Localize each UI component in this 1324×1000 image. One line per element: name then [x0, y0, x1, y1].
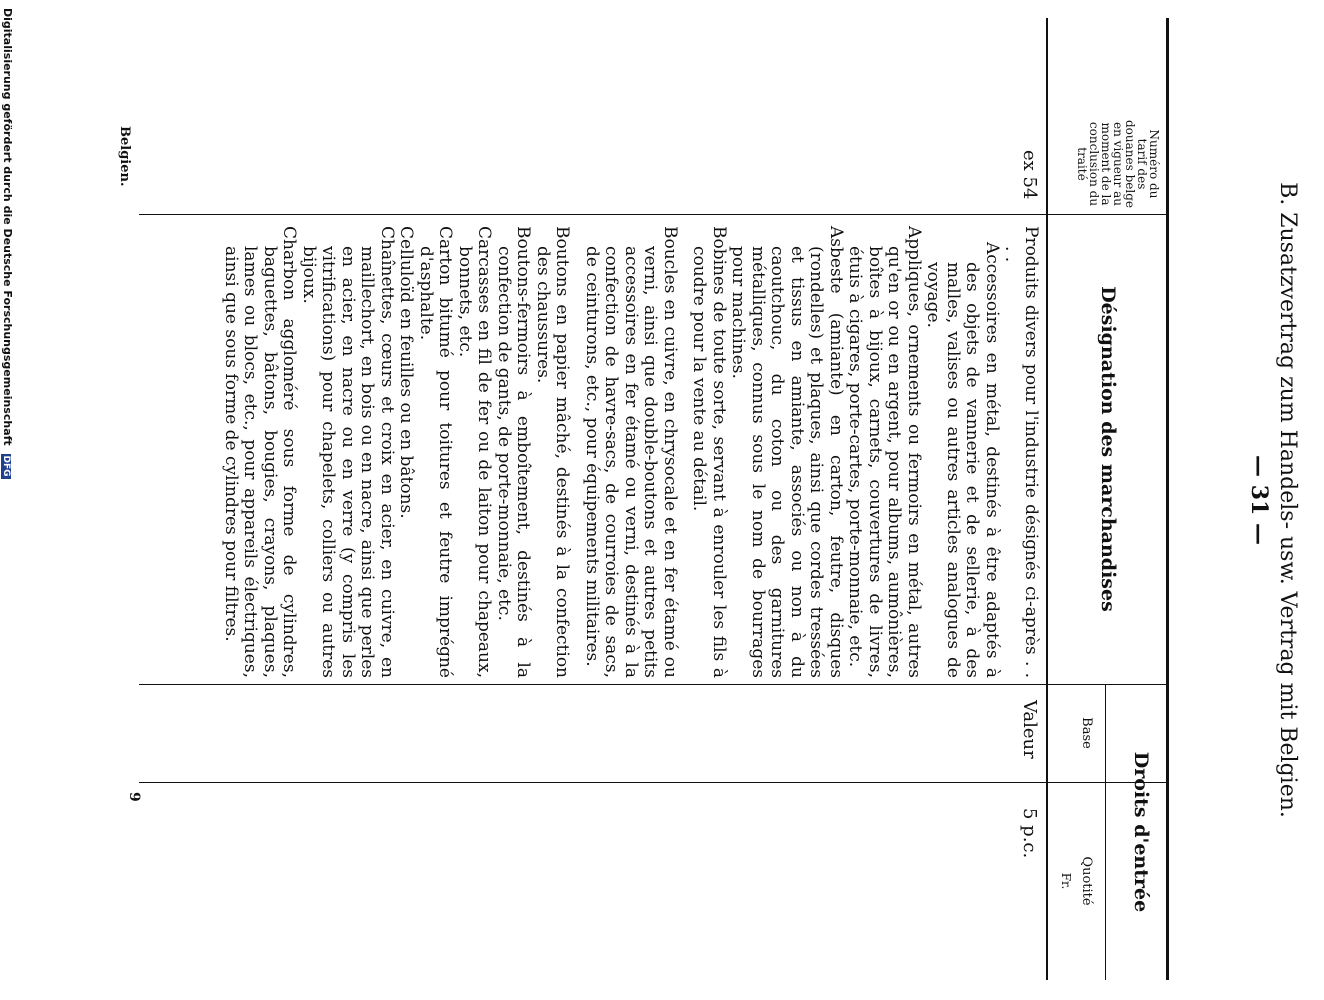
list-item: Appliques, ornements ou fermoirs en métal, autres qu'en or ou en argent, pour albums, aumônières, boîtes à bijoux, carnets, couvertures de livres, étuis à cigares, porte-cartes, porte-monnaie, etc. — [845, 226, 924, 678]
list-item: Charbon aggloméré sous forme de cylindres, baguettes, bâtons, bougies, crayons, plaques, lames ou blocs, etc., pour appareils électriques, ainsi que sous forme de cylindres pour filtres. — [221, 226, 300, 678]
base-value: Valeur — [1019, 700, 1040, 759]
list-item: Boucles en cuivre, en chrysocale et en fer étamé ou verni, ainsi que double-boutons et autres petits accessoires en fer étamé ou verni, destinés à la confection de havre-sacs, de courroies de sacs, de ceinturons, etc., pour équipements militaires. — [582, 226, 680, 678]
designation-header: Désignation des marchandises — [1097, 286, 1119, 612]
list-item: Bobines de toute sorte, servant à enrouler les fils à coudre pour la vente au détail. — [689, 226, 729, 678]
list-item: Asbeste (amiante) en carton, feutre, disques (rondelles) et plaques, ainsi que cordes tressées et tissus en amiante, associés ou non à du caoutchouc, du coton ou des garnitures métalliques, connus sous le nom de bourrages pour machines. — [728, 226, 846, 678]
quotite-header: Quotité — [1079, 856, 1094, 906]
col-divider-3 — [139, 782, 1169, 783]
unit-header: Fr. — [1059, 872, 1073, 890]
footer-left: Belgien. — [117, 126, 132, 187]
sidebar-text: Digitalisierung gefördert durch die Deutsche Forschungsgemeinschaft — [1, 8, 14, 446]
list-item: Carcasses en fil de fer ou de laiton pour chapeaux, bonnets, etc. — [455, 226, 495, 678]
list-item: Celluloïd en feuilles ou en bâtons. — [396, 226, 417, 519]
base-header: Base — [1079, 717, 1094, 749]
dfg-logo: DFG — [1, 455, 11, 477]
table-top-rule — [1166, 18, 1169, 980]
table-head-rule — [1047, 18, 1049, 980]
list-item: Carton bitumé pour toitures et feutre imprégné d'asphalte. — [416, 226, 456, 678]
designation-list — [221, 226, 1041, 678]
tariff-number-header: Numéro du tarif des douanes belge en vigueur au moment de la conclusion du traité — [1075, 120, 1161, 208]
list-item: Produits divers pour l'industrie désignés ci-après . . . . — [1001, 226, 1041, 678]
page-number: — 31 — — [1246, 455, 1272, 545]
footer-right: 9 — [126, 792, 142, 802]
list-item: Accessoires en métal, destinés à être adaptés à des objets de vannerie et de sellerie, à des malles, valises ou autres articles analogues de voyage. — [923, 242, 1002, 678]
list-item: Chaînettes, cœurs et croix en acier, en cuivre, en maillechort, en bois ou en nacre, ainsi que perles en acier, en nacre ou en verre (y compris les vitrifications) pour chapelets, colliers ou autres bijoux. — [299, 226, 397, 678]
digitization-sidebar — [1, 8, 14, 988]
list-item: Boutons en papier mâché, destinés à la confection des chaussures. — [533, 226, 573, 678]
col-divider-2 — [139, 684, 1169, 685]
list-item: Boutons-fermoirs à emboîtement, destinés à la confection de gants, de porte-monnaie, etc. — [494, 226, 534, 678]
droits-underline — [1105, 684, 1106, 980]
col-divider-1 — [139, 214, 1169, 215]
quotite-value: 5 p.c. — [1019, 808, 1040, 859]
running-header: B. Zusatzvertrag zum Handels- usw. Vertrag mit Belgien. — [1275, 182, 1300, 818]
droits-header: Droits d'entrée — [1130, 751, 1152, 913]
tariff-number: ex 54 — [1019, 150, 1040, 200]
